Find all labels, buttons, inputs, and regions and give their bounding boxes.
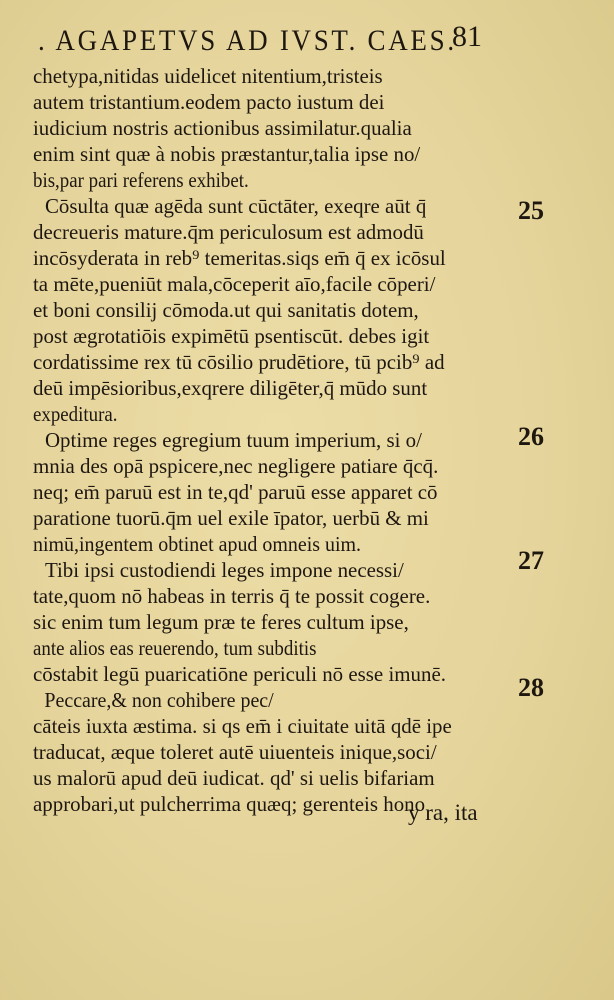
text-line: bis,par pari referens exhibet. — [33, 168, 249, 192]
text-line: cōstabit legū puaricatiōne periculi nō esse imunē. — [33, 662, 446, 686]
text-line: autem tristantium.eodem pacto iustum dei — [33, 90, 385, 114]
text-line: Optime reges egregium tuum imperium, si o/ — [44, 428, 422, 452]
text-line: post ægrotatiōis expimētū psentiscūt. debes igit — [33, 324, 430, 348]
margin-number: 28 — [518, 673, 544, 702]
text-line: traducat, æque toleret autē uiuenteis inique,soci/ — [33, 740, 437, 764]
text-line: paratione tuorū.q̄m uel exile īpator, uerbū & mi — [33, 506, 429, 530]
catchword: y ra, ita — [408, 800, 478, 825]
margin-number: 27 — [518, 546, 544, 575]
text-line: cāteis iuxta æstima. si qs em̄ i ciuitate uitā qdē ipe — [33, 714, 452, 738]
text-line: neq; em̄ paruū est in te,qd' paruū esse apparet cō — [33, 480, 438, 504]
text-line: cordatissime rex tū cōsilio prudētiore, tū pcib⁹ ad — [33, 350, 445, 374]
text-line: sic enim tum legum præ te feres cultum ipse, — [33, 610, 409, 634]
text-line: Peccare,& non cohibere pec/ — [44, 688, 274, 712]
text-line: enim sint quæ à nobis præstantur,talia ipse no/ — [33, 142, 421, 166]
text-line: iudicium nostris actionibus assimilatur.qualia — [33, 116, 412, 140]
text-line: mnia des opā pspicere,nec negligere patiare q̄cq̄. — [33, 454, 439, 478]
text-line: ante alios eas reuerendo, tum subditis — [33, 636, 317, 660]
text-line: deū impēsioribus,exqrere diligēter,q̄ mūdo sunt — [33, 376, 428, 400]
text-line: chetypa,nitidas uidelicet nitentium,tristeis — [33, 64, 383, 88]
text-line: approbari,ut pulcherrima quæq; gerenteis hono — [33, 792, 426, 816]
body-text — [33, 63, 503, 817]
text-line: Tibi ipsi custodiendi leges impone necessi/ — [44, 558, 404, 582]
text-line: us malorū apud deū iudicat. qd' si uelis bifariam — [33, 766, 435, 790]
text-line: incōsyderata in reb⁹ temeritas.siqs em̄ q̄ ex icōsul — [33, 246, 446, 270]
text-line: et boni consilij cōmoda.ut qui sanitatis dotem, — [33, 298, 419, 322]
text-line: expeditura. — [33, 402, 118, 426]
margin-number: 26 — [518, 422, 544, 451]
running-head: . AGAPETVS AD IVST. CAES. — [38, 24, 457, 57]
text-line: decreueris mature.q̄m periculosum est admodū — [33, 220, 424, 244]
text-line: tate,quom nō habeas in terris q̄ te possit cogere. — [33, 584, 431, 608]
text-line: ta mēte,pueniūt mala,cōceperit aīo,facile cōperi/ — [33, 272, 436, 296]
text-line: nimū,ingentem obtinet apud omneis uim. — [33, 532, 362, 556]
margin-number: 25 — [518, 196, 544, 225]
page-number: 81 — [452, 20, 482, 53]
text-line: Cōsulta quæ agēda sunt cūctāter, exeqre aūt q̄ — [44, 194, 427, 218]
